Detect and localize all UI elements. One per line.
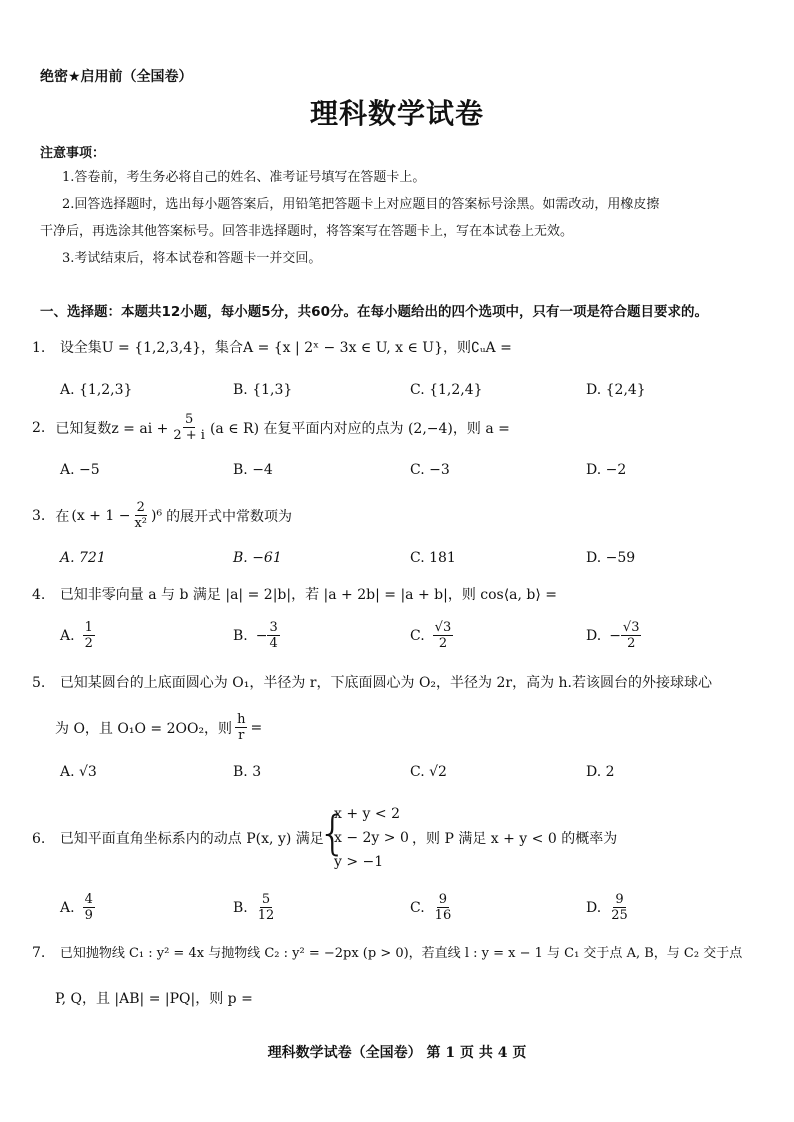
option-b: B. −61 — [233, 550, 282, 566]
option-d — [586, 620, 641, 651]
fraction-numerator: 3 — [269, 620, 278, 635]
option-a — [60, 620, 95, 651]
option-b — [233, 620, 280, 651]
option-c — [410, 892, 453, 923]
fraction — [132, 500, 149, 531]
question-stem: P, Q，且 |AB| = |PQ|，则 p = — [55, 991, 253, 1007]
page-footer: 理科数学试卷（全国卷） 第 1 页 共 4 页 — [267, 1045, 527, 1061]
fraction-numerator: 9 — [615, 892, 624, 907]
system-brace: { — [318, 806, 348, 860]
expression: (x + 1 − — [71, 507, 131, 524]
fraction — [83, 892, 95, 923]
fraction-denominator: 2 — [438, 636, 448, 651]
option-d: D. −59 — [586, 550, 636, 566]
option-c: C. {1,2,4} — [410, 382, 483, 398]
notice-item: 1.答卷前，考生务必将自己的姓名、准考证号填写在答题卡上。 — [62, 170, 426, 185]
fraction — [171, 412, 207, 443]
question-stem: (a ∈ R) 在复平面内对应的点为 (2,−4)，则 a = — [209, 420, 510, 437]
fraction-denominator: 16 — [434, 908, 452, 923]
question-number: 4. — [32, 587, 46, 603]
option-label: C. — [410, 627, 425, 644]
option-a: A. {1,2,3} — [60, 382, 133, 398]
question-stem: 已知复数z = ai + — [55, 420, 169, 437]
fraction — [621, 620, 642, 651]
option-b: B. {1,3} — [233, 382, 293, 398]
question-stem: ，则 P 满足 x + y < 0 的概率为 — [412, 831, 618, 847]
notice-item: 3.考试结束后，将本试卷和答题卡一并交回。 — [62, 251, 322, 266]
fraction-numerator: 4 — [84, 892, 93, 907]
fraction — [609, 892, 630, 923]
option-c: C. √2 — [410, 764, 447, 780]
fraction-denominator: 9 — [84, 908, 93, 923]
option-a: A. −5 — [60, 462, 100, 478]
fraction — [433, 892, 454, 923]
question-1 — [32, 337, 512, 357]
fraction-numerator: 2 — [136, 500, 145, 515]
fraction — [267, 620, 279, 651]
option-a: A. √3 — [60, 764, 97, 780]
question-7 — [32, 942, 742, 961]
option-a — [60, 892, 95, 923]
fraction — [83, 620, 95, 651]
option-b: B. −4 — [233, 462, 273, 478]
fraction — [235, 712, 247, 743]
fraction-numerator: √3 — [622, 620, 640, 635]
option-d: D. {2,4} — [586, 382, 646, 398]
question-2 — [32, 412, 510, 443]
question-stem: 已知非零向量 a 与 b 满足 |a| = 2|b|，若 |a + 2b| = |a + b|，则 cos⟨a, b⟩ = — [59, 587, 558, 603]
fraction-denominator: 4 — [269, 636, 278, 651]
option-c: C. −3 — [410, 462, 450, 478]
fraction-denominator: x² — [134, 516, 147, 531]
question-stem: 设全集U = {1,2,3,4}，集合A = {x | 2ˣ − 3x ∈ U, x ∈ U}，则∁ᵤA = — [59, 340, 512, 356]
inequality: x − 2y > 0 — [334, 830, 409, 846]
exam-title: 理科数学试卷 — [309, 97, 484, 130]
option-label: D. — [586, 899, 602, 916]
option-sign: − — [255, 627, 268, 644]
fraction-denominator: 2 — [84, 636, 93, 651]
question-number: 3. — [32, 507, 46, 524]
question-stem: 为 O，且 O₁O = 2OO₂，则 — [55, 720, 233, 737]
option-label: D. — [586, 627, 602, 644]
notice-item: 2.回答选择题时，选出每小题答案后，用铅笔把答题卡上对应题目的答案标号涂黑。如需改动，用橡皮擦 — [62, 197, 660, 212]
question-number: 2. — [32, 419, 46, 436]
option-label: C. — [410, 899, 425, 916]
section-title: 一、选择题：本题共12小题，每小题5分，共60分。在每小题给出的四个选项中，只有一项是符合题目要求的。 — [40, 304, 708, 320]
option-c — [410, 620, 453, 651]
fraction-denominator: r — [238, 728, 245, 743]
fraction — [256, 892, 277, 923]
question-number: 6. — [32, 831, 46, 847]
question-3 — [32, 500, 292, 531]
question-number: 7. — [32, 945, 46, 961]
question-stem: = — [250, 719, 263, 736]
expression: )⁶ — [150, 507, 163, 524]
question-5-line-2 — [55, 712, 262, 743]
fraction-numerator: 9 — [438, 892, 448, 907]
option-label: A. — [60, 627, 75, 644]
exam-confidentiality-label: 绝密★启用前（全国卷） — [40, 69, 193, 85]
question-number: 1. — [32, 340, 46, 356]
option-c: C. 181 — [410, 550, 456, 566]
question-stem: 已知抛物线 C₁ : y² = 4x 与抛物线 C₂ : y² = −2px (p > 0)，若直线 l : y = x − 1 与 C₁ 交于点 A, B，与 C₂ 交于点 — [59, 946, 743, 961]
option-d — [586, 892, 630, 923]
fraction-numerator: √3 — [434, 620, 452, 635]
inequality: y > −1 — [334, 854, 384, 870]
option-d: D. −2 — [586, 462, 627, 478]
option-sign: − — [609, 627, 621, 644]
option-b: B. 3 — [233, 764, 262, 780]
fraction-numerator: 1 — [84, 620, 93, 635]
question-stem: 已知平面直角坐标系内的动点 P(x, y) 满足 — [59, 831, 324, 847]
question-stem: 在 — [55, 508, 70, 525]
question-stem: 的展开式中常数项为 — [166, 508, 293, 525]
notice-item: 干净后，再选涂其他答案标号。回答非选择题时，将答案写在答题卡上，写在本试卷上无效。 — [40, 224, 574, 239]
question-number: 5. — [32, 675, 46, 691]
option-label: B. — [233, 627, 248, 644]
question-4 — [32, 584, 557, 604]
question-stem: 已知某圆台的上底面圆心为 O₁，半径为 r，下底面圆心为 O₂，半径为 2r，高为 h.若该圆台的外接球球心 — [59, 675, 712, 691]
option-label: B. — [233, 899, 248, 916]
fraction — [433, 620, 454, 651]
fraction-numerator: h — [237, 712, 246, 727]
option-d: D. 2 — [586, 764, 615, 780]
notice-heading: 注意事项： — [40, 146, 106, 161]
fraction-denominator: 2 + i — [173, 428, 205, 443]
fraction-denominator: 2 — [627, 636, 636, 651]
question-5 — [32, 672, 712, 692]
option-b — [233, 892, 276, 923]
option-label: A. — [60, 899, 75, 916]
fraction-numerator: 5 — [185, 412, 194, 427]
inequality: x + y < 2 — [334, 806, 400, 822]
option-a: A. 721 — [60, 550, 106, 566]
fraction-denominator: 12 — [257, 908, 275, 923]
question-6 — [32, 828, 324, 848]
fraction-numerator: 5 — [261, 892, 271, 907]
fraction-denominator: 25 — [611, 908, 628, 923]
